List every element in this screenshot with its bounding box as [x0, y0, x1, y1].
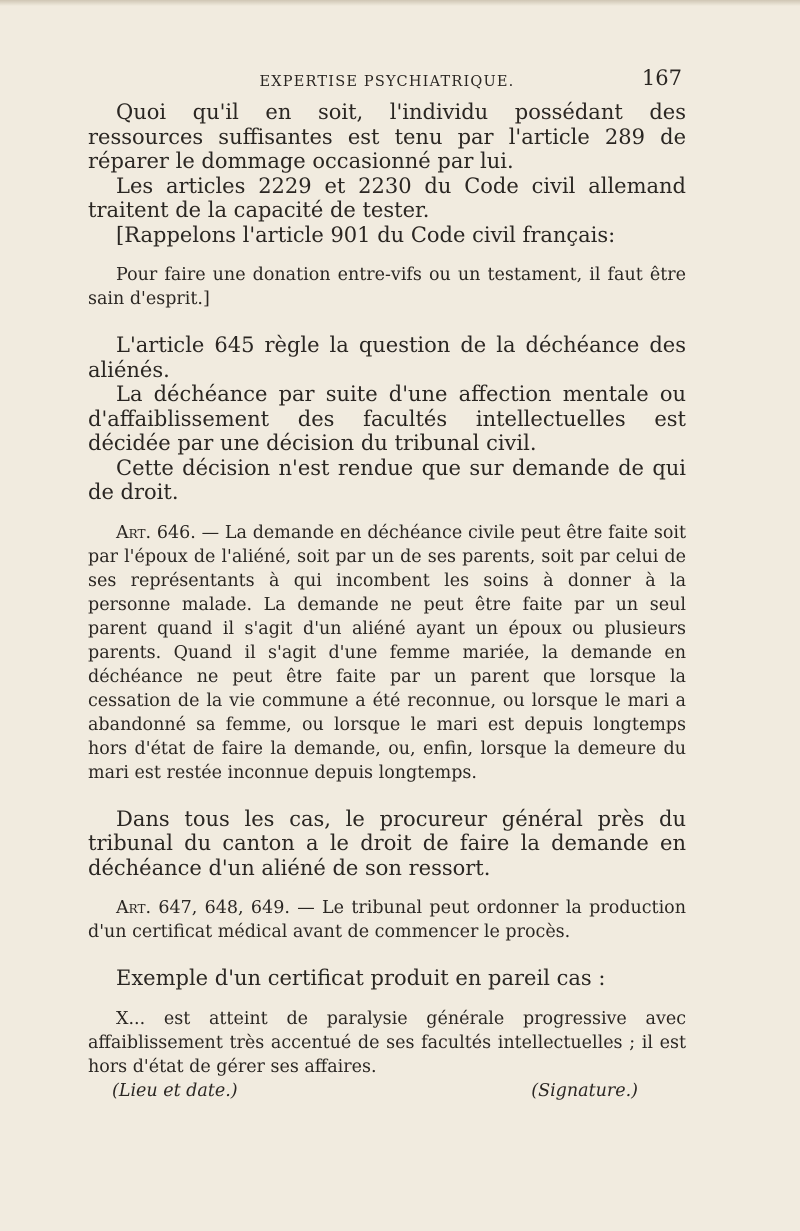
- paragraph-recall-article-901: [Rappelons l'article 901 du Code civil français:: [116, 222, 616, 247]
- paragraph-decheance-cause: La déchéance par suite d'une affection mentale ou d'affaiblissement des facultés intellectuelles est décidée par une décision du tribunal civil.: [88, 382, 686, 455]
- place-and-date: (Lieu et date.): [112, 1080, 238, 1101]
- page-header: [88, 60, 686, 100]
- paragraph-procureur: Dans tous les cas, le procureur général près du tribunal du canton a le droit de faire la demande en déchéance d'un aliéné de son ressort.: [88, 806, 686, 880]
- page-top-edge: [0, 0, 800, 6]
- certificate-footer: [88, 1079, 686, 1103]
- article-647-649-lead: Art. 647, 648, 649.: [116, 898, 290, 918]
- paragraph-liability: Quoi qu'il en soit, l'individu possédant des ressources suffisantes est tenu par l'article 289 de réparer le dommage occasionné par lui.: [88, 100, 686, 173]
- article-646-lead: Art. 646.: [116, 522, 196, 543]
- page-number: 167: [641, 66, 682, 90]
- paragraph-capacity-to-test: Les articles 2229 et 2230 du Code civil allemand traitent de la capacité de tester.: [88, 173, 686, 222]
- quote-article-901: Pour faire une donation entre-vifs ou un testament, il faut être sain d'esprit.]: [88, 265, 686, 309]
- paragraph-certificate-example: Exemple d'un certificat produit en pareil cas :: [116, 966, 606, 990]
- article-646: [88, 521, 686, 785]
- book-page: [88, 60, 686, 1103]
- running-head: EXPERTISE PSYCHIATRIQUE.: [259, 74, 515, 90]
- paragraph-decheance-request: Cette décision n'est rendue que sur demande de qui de droit.: [88, 455, 686, 504]
- article-646-text: — La demande en déchéance civile peut être faite soit par l'époux de l'aliéné, soit par un de ses parents, soit par celui de ses représentants à qui incombent les soins à donner à la personne malade. La demande ne peut être faite par un seul parent quand il s'agit d'un aliéné ayant un époux ou plusieurs parents. Quand il s'agit d'une femme mariée, la demande en déchéance ne peut être faite par un parent que lorsque la cessation de la vie commune a été reconnue, ou lorsque le mari a abandonné sa femme, ou lorsque le mari est depuis longtemps hors d'état de faire la demande, ou, enfin, lorsque la demeure du mari est restée inconnue depuis longtemps.: [88, 522, 686, 783]
- article-647-649-text: — Le tribunal peut ordonner la production d'un certificat médical avant de commencer le procès.: [88, 898, 686, 942]
- certificate-text: X... est atteint de paralysie générale progressive avec affaiblissement très accentué de ses facultés intellectuelles ; il est hors d'état de gérer ses affaires.: [88, 1008, 686, 1077]
- signature: (Signature.): [531, 1080, 638, 1101]
- article-647-649: [88, 896, 686, 944]
- paragraph-article-645: L'article 645 règle la question de la déchéance des aliénés.: [88, 333, 686, 382]
